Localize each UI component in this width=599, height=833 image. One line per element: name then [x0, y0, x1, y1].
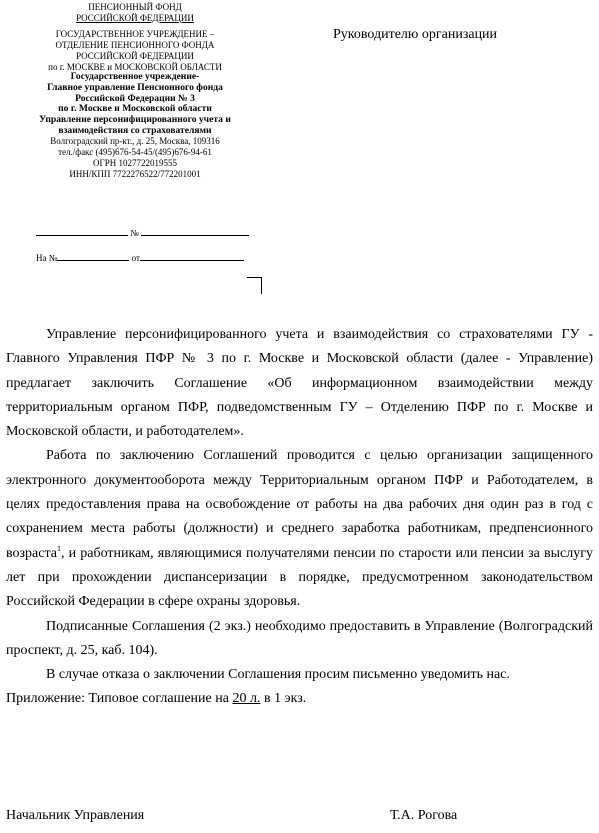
attachment-prefix: Приложение: Типовое соглашение на: [6, 691, 233, 707]
letterhead-line: Главное управление Пенсионного фонда: [47, 81, 223, 93]
paragraph-intro: Управление персонифицированного учета и взаимодействия со страхователями ГУ - Главного Управления ПФР № 3 по г. Москве и Московской области (далее - Управление) предлагает заключить Соглашение «Об информационном взаимодействии между территориальным органом ПФР, подведомственным ГУ – Отделению ПФР по г. Москве и Московской области, и работодателем».: [6, 327, 593, 440]
on-label: На №: [36, 253, 58, 263]
purpose-text-part2: , и работникам, являющимися получателями пенсии по старости или пенсии за выслугу лет при прохождении диспансеризации в порядке, предусмотренном законодательством Российской Федерации в сфере охраны здоровья.: [6, 545, 593, 610]
letterhead-line: ОГРН 1027722019555: [93, 157, 177, 168]
letterhead-line: взаимодействия со страхователями: [58, 124, 212, 136]
incoming-number-blank: [57, 251, 129, 261]
letterhead-line: Волгоградский пр-кт., д. 25, Москва, 109316: [50, 136, 220, 147]
signatory-title: Начальник Управления: [6, 808, 145, 823]
addressee: Руководителю организации: [333, 27, 498, 42]
outgoing-number-line: [36, 226, 249, 238]
purpose-text-part1: Работа по заключению Соглашений проводится с целью организации защищенного электронного документооборота между Территориальным органом ПФР и Работодателем, в целях предоставления права на освобождение от работы на два рабочих дня один раз в год с сохранением места работы (должности) и среднего заработка работникам, предпенсионного возраста: [6, 448, 593, 561]
letterhead-line: ИНН/КПП 7722276522/772201001: [69, 168, 201, 179]
incoming-reference-line: [36, 251, 244, 263]
letterhead-line: ПЕНСИОННЫЙ ФОНД: [88, 2, 182, 12]
from-label: от: [131, 253, 140, 263]
outgoing-date-blank: [36, 226, 128, 236]
attachment-line: [6, 687, 593, 711]
letterhead-line: РОССИЙСКОЙ ФЕДЕРАЦИИ: [76, 12, 194, 23]
letterhead-line: ОТДЕЛЕНИЕ ПЕНСИОННОГО ФОНДА: [55, 40, 215, 51]
letterhead-line: ГОСУДАРСТВЕННОЕ УЧРЕЖДЕНИЕ –: [55, 29, 215, 40]
signatory-name: Т.А. Рогова: [390, 808, 458, 823]
attachment-suffix: в 1 экз.: [260, 691, 307, 707]
letterhead-line: РОССИЙСКОЙ ФЕДЕРАЦИИ: [76, 50, 194, 61]
paragraph-purpose: [6, 444, 593, 614]
paragraph-submit: Подписанные Соглашения (2 экз.) необходимо предоставить в Управление (Волгоградский проспект, д. 25, каб. 104).: [6, 618, 593, 658]
letter-body: [6, 323, 593, 712]
number-sign: №: [130, 228, 139, 238]
letterhead-line: по г. Москве и Московской области: [58, 103, 212, 115]
paragraph-refusal: В случае отказа о заключении Соглашения просим письменно уведомить нас.: [46, 667, 510, 683]
letterhead-line: тел./факс (495)676-54-45/(495)676-94-61: [58, 147, 212, 158]
letterhead-line: Государственное учреждение-: [70, 71, 200, 83]
letterhead-line: Управление персонифицированного учета и: [39, 114, 231, 126]
incoming-date-blank: [140, 251, 244, 261]
address-corner-mark: [247, 277, 262, 294]
outgoing-number-blank: [141, 226, 249, 236]
attachment-pages: 20 л.: [232, 691, 261, 707]
letterhead-line: по г. МОСКВЕ и МОСКОВСКОЙ ОБЛАСТИ: [48, 61, 222, 72]
footnote-mark: 1: [56, 543, 61, 553]
letterhead-line: Российской Федерации № 3: [75, 92, 195, 104]
letterhead: [0, 2, 270, 179]
